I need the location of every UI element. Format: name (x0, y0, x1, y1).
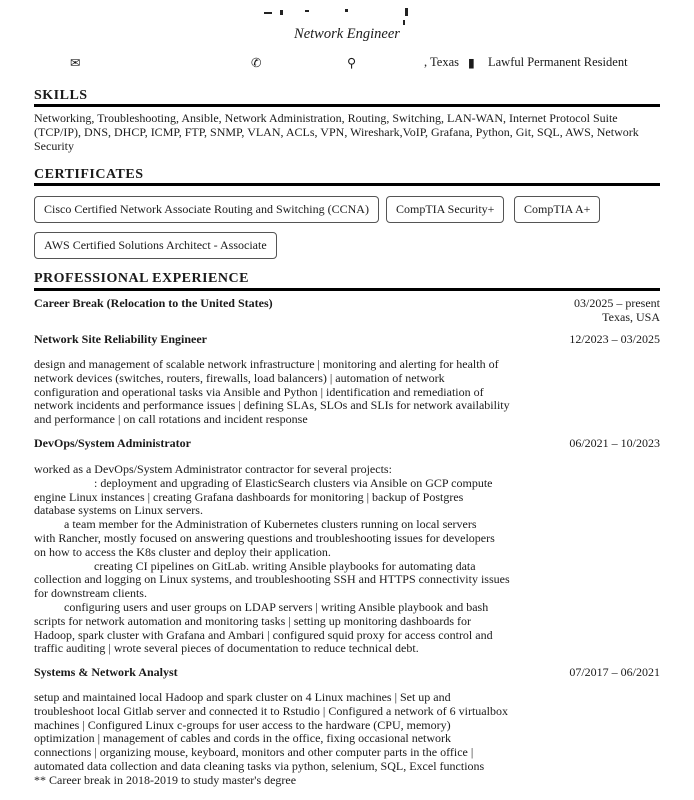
description-line: traffic auditing | wrote several pieces of documentation to reduce technical debt. (34, 641, 419, 656)
section-divider (34, 288, 660, 291)
description-line: automated data collection and data cleaning tasks via python, selenium, SQL, Excel functions (34, 758, 485, 773)
job-location: Texas, USA (602, 310, 660, 324)
phone-icon: ✆ (251, 56, 262, 70)
section-divider (34, 104, 660, 107)
job-title-analyst: Systems & Network Analyst (34, 665, 178, 679)
skills-line: Networking, Troubleshooting, Ansible, Network Administration, Routing, Switching, LAN-WAN, Internet Protocol Suite (34, 111, 618, 125)
description-line: a team member for the Administration of Kubernetes clusters running on local servers (34, 517, 477, 532)
description-line: collection and logging on Linux systems, and troubleshooting SSH and HTTPS connectivity issues (34, 572, 510, 587)
description-line: and performance | on call rotations and incident response (34, 412, 308, 427)
job-dates: 03/2025 – present (574, 296, 660, 310)
location-text: , Texas (424, 55, 459, 69)
skills-list (34, 112, 639, 153)
description-line: database systems on Linux servers. (34, 503, 203, 518)
description-line: network devices (switches, routers, firewalls, load balancers) | automation of network (34, 370, 445, 385)
redacted-name (262, 6, 412, 28)
location-pin-icon: ⚲ (347, 56, 357, 70)
job-dates: 12/2023 – 03/2025 (569, 332, 660, 346)
certificates-heading: CERTIFICATES (34, 167, 144, 182)
certificate-badge: AWS Certified Solutions Architect - Associate (34, 232, 277, 259)
description-line: creating CI pipelines on GitLab. writing Ansible playbooks for automating data (34, 558, 476, 573)
section-divider (34, 183, 660, 186)
document-icon: ▮ (468, 56, 475, 70)
job-title: Network Engineer (294, 26, 400, 42)
job-dates: 06/2021 – 10/2023 (569, 436, 660, 450)
job-title-nsre: Network Site Reliability Engineer (34, 332, 207, 346)
email-icon: ✉ (70, 56, 81, 70)
job-dates: 07/2017 – 06/2021 (569, 665, 660, 679)
description-line: configuration and operational tasks via Ansible and Python | identification and remediation of (34, 384, 484, 399)
description-line: Hadoop, spark cluster with Grafana and Ambari | configured squid proxy for access control and (34, 627, 493, 642)
skills-line: Security (34, 138, 74, 153)
description-line: for downstream clients. (34, 586, 147, 601)
description-line: troubleshoot local Gitlab server and connected it to Rstudio | Configured a network of 6 virtualbox (34, 703, 508, 718)
job-title-career-break: Career Break (Relocation to the United States) (34, 296, 273, 310)
description-line: configuring users and user groups on LDAP servers | writing Ansible playbook and bash (34, 599, 489, 614)
description-line: scripts for network automation and monitoring tasks | setting up monitoring dashboards for (34, 613, 472, 628)
description-line: worked as a DevOps/System Administrator contractor for several projects: (34, 462, 392, 476)
description-line: engine Linux instances | creating Grafana dashboards for monitoring | backup of Postgres (34, 489, 464, 504)
job-description (34, 691, 508, 788)
description-line: connections | organizing mouse, keyboard, monitors and other computer parts in the office | (34, 745, 474, 760)
description-line: with Rancher, mostly focused on answering questions and troubleshooting issues for developers (34, 530, 495, 545)
description-line: on how to access the K8s cluster and deploy their application. (34, 544, 331, 559)
description-line: ** Career break in 2018-2019 to study master's degree (34, 772, 297, 787)
skills-heading: SKILLS (34, 88, 88, 103)
description-line: design and management of scalable network infrastructure | monitoring and alerting for health of (34, 357, 499, 371)
job-description (34, 463, 510, 656)
description-line: : deployment and upgrading of ElasticSearch clusters via Ansible on GCP compute (34, 475, 493, 490)
job-description (34, 358, 510, 427)
experience-heading: PROFESSIONAL EXPERIENCE (34, 271, 249, 286)
description-line: setup and maintained local Hadoop and spark cluster on 4 Linux machines | Set up and (34, 690, 451, 704)
skills-line: (TCP/IP), DNS, DHCP, ICMP, FTP, SNMP, VLAN, ACLs, VPN, Wireshark,VoIP, Grafana, Python, Git, SQL, AWS, Network (34, 124, 639, 139)
certificate-badge: Cisco Certified Network Associate Routing and Switching (CCNA) (34, 196, 379, 223)
description-line: optimization | management of cables and cords in the office, fixing occasional network (34, 731, 452, 746)
job-title-devops: DevOps/System Administrator (34, 436, 191, 450)
certificate-badge: CompTIA A+ (514, 196, 600, 223)
contact-row (0, 55, 694, 71)
description-line: network incidents and performance issues | defining SLAs, SLOs and SLIs for network availability (34, 398, 510, 413)
certificate-badge: CompTIA Security+ (386, 196, 504, 223)
description-line: machines | Configured Linux c-groups for user access to the hardware (CPU, memory) (34, 717, 451, 732)
residency-status: Lawful Permanent Resident (488, 55, 628, 69)
